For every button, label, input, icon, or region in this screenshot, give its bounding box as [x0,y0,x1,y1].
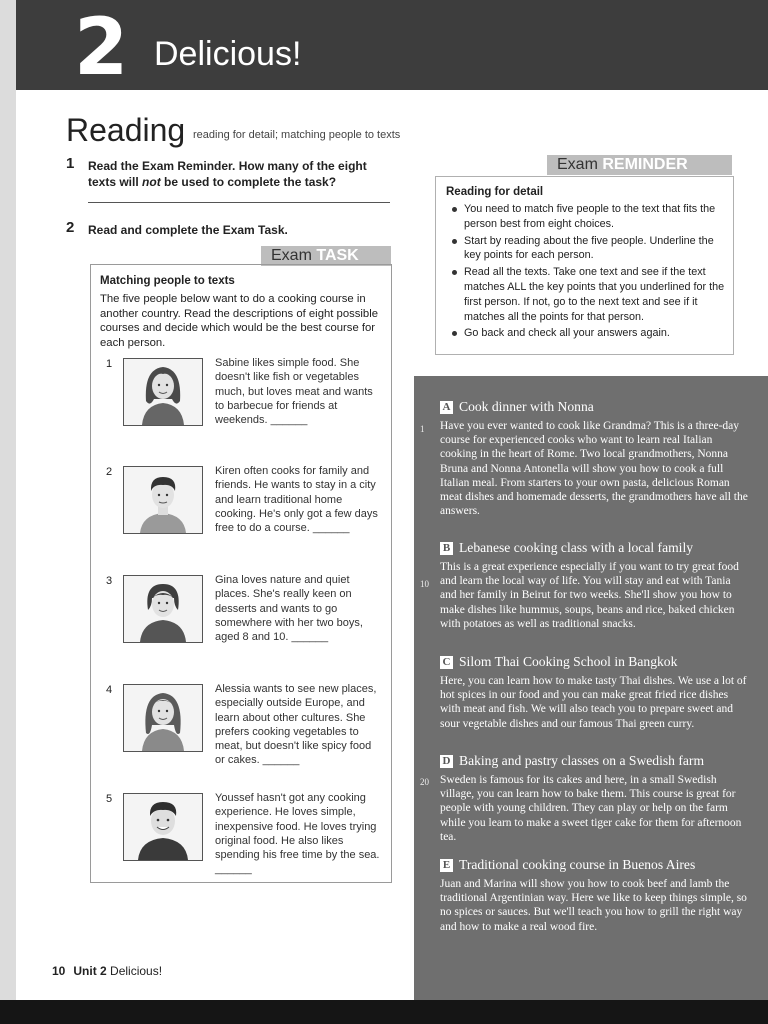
person-number: 3 [106,575,113,587]
page-edge [0,0,16,1000]
question-text: Read the Exam Reminder. How many of the eight texts will not be used to complete the task? [88,159,367,189]
text-body: Here, you can learn how to make tasty Thai dishes. We use a lot of hot spices in our food and you can make great fried rice dishes with meat and fish. We will also teach you to prepare sweet and sour vegetable dishes and our famous Thai green curry. [440,675,747,730]
text-body: Juan and Marina will show you how to cook beef and lamb the traditional Argentinian way. Here we like to keep things simple, so no spices or sauces. But we'll teach you how to grill the right way and how to make a real wood fire. [440,878,747,933]
line-number: 20 [420,777,429,787]
person-description: Gina loves nature and quiet places. She's really keen on desserts and wants to go somewhere with her two boys, aged 8 and 10. ______ [215,574,363,644]
line-number: 10 [420,579,429,589]
text-heading: A Cook dinner with Nonna [440,398,750,416]
reminder-list [450,202,726,343]
person-4 [106,684,391,780]
person-photo [123,575,203,643]
text-heading: B Lebanese cooking class with a local family [440,539,750,557]
task-heading: Matching people to texts [100,275,235,287]
text-heading: C Silom Thai Cooking School in Bangkok [440,653,750,671]
person-2 [106,466,391,546]
question-number: 1 [66,155,75,172]
scan-edge [0,1000,768,1024]
man-avatar-icon [124,794,202,860]
footer-unit: Unit 2 [73,964,107,978]
person-number: 5 [106,793,113,805]
text-body: Have you ever wanted to cook like Grandma? This is a three-day course for experienced cooks who want to learn real Italian cooking in the heart of Rome. Two local grandmothers, Nonna Bruna and Nonna Antonella will show you how to cook a full Italian meal. From starters to your own pasta, delicious Roman meat dishes and homemade desserts, the grandmothers have all the answers. [440,420,748,518]
question-1 [66,155,406,190]
section-title: Reading [66,112,186,148]
person-photo [123,358,203,426]
text-body: This is a great experience especially if you want to try great food and learn the local way of life. You will stay and eat with Tania and her family in Beirut for two weeks. She'll show you how to make dishes like hummus, soups, beans and rice, baked chicken with potatoes as well as traditional snacks. [440,561,739,630]
line-number: 1 [420,424,425,434]
reminder-point: You need to match five people to the text that fits the person best from eight choices. [450,202,726,232]
woman-avatar-icon [124,685,202,751]
person-number: 1 [106,358,113,370]
text-e [440,856,750,934]
answer-line[interactable] [88,202,390,203]
text-a [440,398,750,518]
reminder-heading: Reading for detail [446,186,544,198]
page-number: 10 [52,964,66,978]
person-photo [123,684,203,752]
person-description: Alessia wants to see new places, especially outside Europe, and learn about other cultures. She prefers cooking vegetables to meat, but doesn't like spicy food or cakes. ______ [215,683,377,767]
person-photo [123,793,203,861]
text-d [440,752,750,844]
exam-reminder-label: Exam REMINDER [547,155,732,175]
unit-header [16,0,768,90]
person-photo [123,466,203,534]
woman-avatar-icon [124,359,202,425]
person-1 [106,358,391,428]
text-letter: D [440,755,453,768]
question-text: Read and complete the Exam Task. [88,223,288,237]
text-heading: E Traditional cooking course in Buenos Aires [440,856,750,874]
text-letter: B [440,542,453,555]
text-letter: E [440,859,453,872]
text-body: Sweden is famous for its cakes and here, in a small Swedish village, you can learn how to bake them. This course is great for people with young children. They can play or help on the farm while you learn to make a sweet tiger cake for them for afternoon tea. [440,774,742,843]
person-description: Kiren often cooks for family and friends. He wants to stay in a city and learn traditional home cooking. He's only got a few days free to do a course. ______ [215,465,378,535]
text-heading: D Baking and pastry classes on a Swedish farm [440,752,750,770]
text-b [440,539,750,631]
person-3 [106,575,391,647]
question-number: 2 [66,219,75,236]
text-letter: A [440,401,453,414]
page-footer [52,964,162,978]
unit-title: Delicious! [154,35,302,73]
task-intro: The five people below want to do a cooking course in another country. Read the descriptions of eight possible courses and decide which would be the best course for each person. [100,293,378,349]
person-number: 2 [106,466,113,478]
person-description: Sabine likes simple food. She doesn't like fish or vegetables much, but loves meat and wants to barbecue for friends at weekends. ______ [215,357,373,427]
woman-avatar-icon [124,576,202,642]
reminder-point: Read all the texts. Take one text and see if the text matches ALL the key points that you underlined for the first person. If not, go to the next text and see if it matches all the points for that person. [450,265,726,324]
footer-title: Delicious! [110,964,163,978]
person-description: Youssef hasn't got any cooking experience. He loves simple, inexpensive food. He loves trying original food. He also likes spending his free time by the sea. ______ [215,792,380,876]
section-subtitle: reading for detail; matching people to texts [193,129,401,141]
person-number: 4 [106,684,113,696]
question-2 [66,219,406,240]
text-letter: C [440,656,453,669]
person-5 [106,793,391,875]
reminder-point: Go back and check all your answers again. [450,326,726,341]
man-avatar-icon [124,467,202,533]
unit-number: 2 [74,3,129,93]
reminder-point: Start by reading about the five people. Underline the key points for each person. [450,234,726,264]
text-c [440,653,750,731]
exam-task-label: Exam TASK [261,246,391,266]
